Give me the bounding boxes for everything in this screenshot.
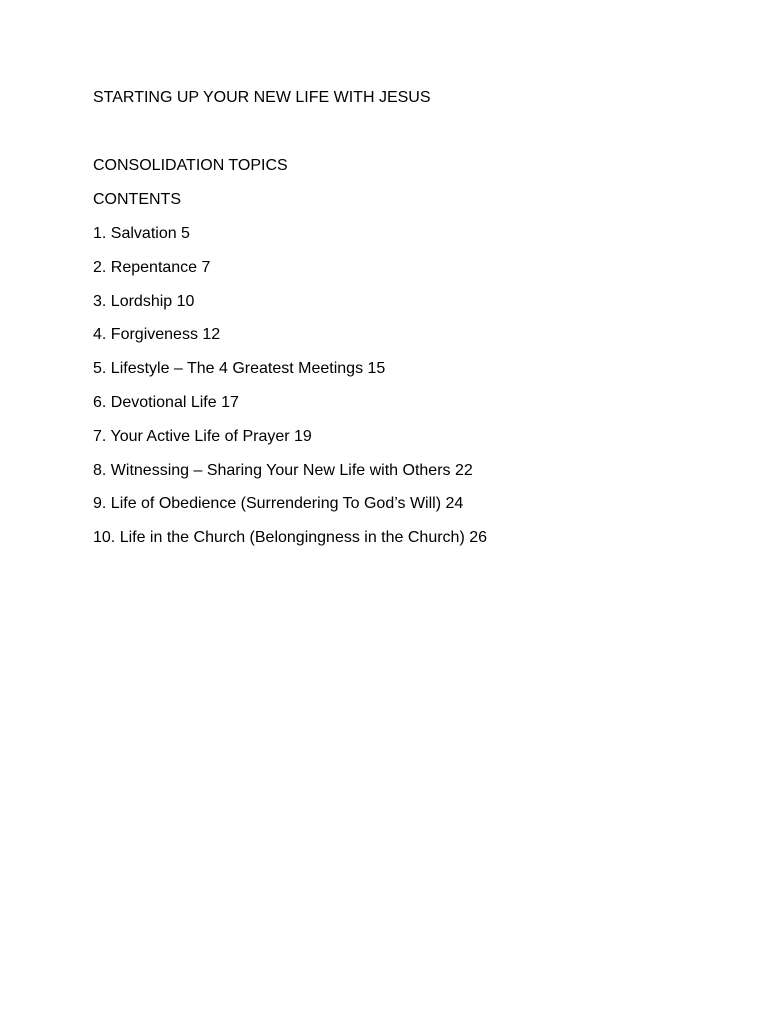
toc-item: 4. Forgiveness 12 [93, 326, 221, 344]
toc-item: 2. Repentance 7 [93, 258, 211, 276]
toc-item: 3. Lordship 10 [93, 292, 195, 310]
contents-heading: CONTENTS [93, 191, 181, 208]
table-of-contents [93, 226, 487, 564]
toc-item: 7. Your Active Life of Prayer 19 [93, 427, 312, 445]
toc-item: 5. Lifestyle – The 4 Greatest Meetings 15 [93, 360, 386, 378]
toc-item: 9. Life of Obedience (Surrendering To God’s Will) 24 [93, 495, 464, 513]
toc-item: 1. Salvation 5 [93, 225, 190, 242]
toc-item: 6. Devotional Life 17 [93, 393, 239, 411]
section-heading: CONSOLIDATION TOPICS [93, 157, 288, 174]
document-title: STARTING UP YOUR NEW LIFE WITH JESUS [93, 89, 431, 106]
toc-item: 10. Life in the Church (Belongingness in the Church) 26 [93, 529, 488, 547]
toc-item: 8. Witnessing – Sharing Your New Life with Others 22 [93, 461, 473, 479]
